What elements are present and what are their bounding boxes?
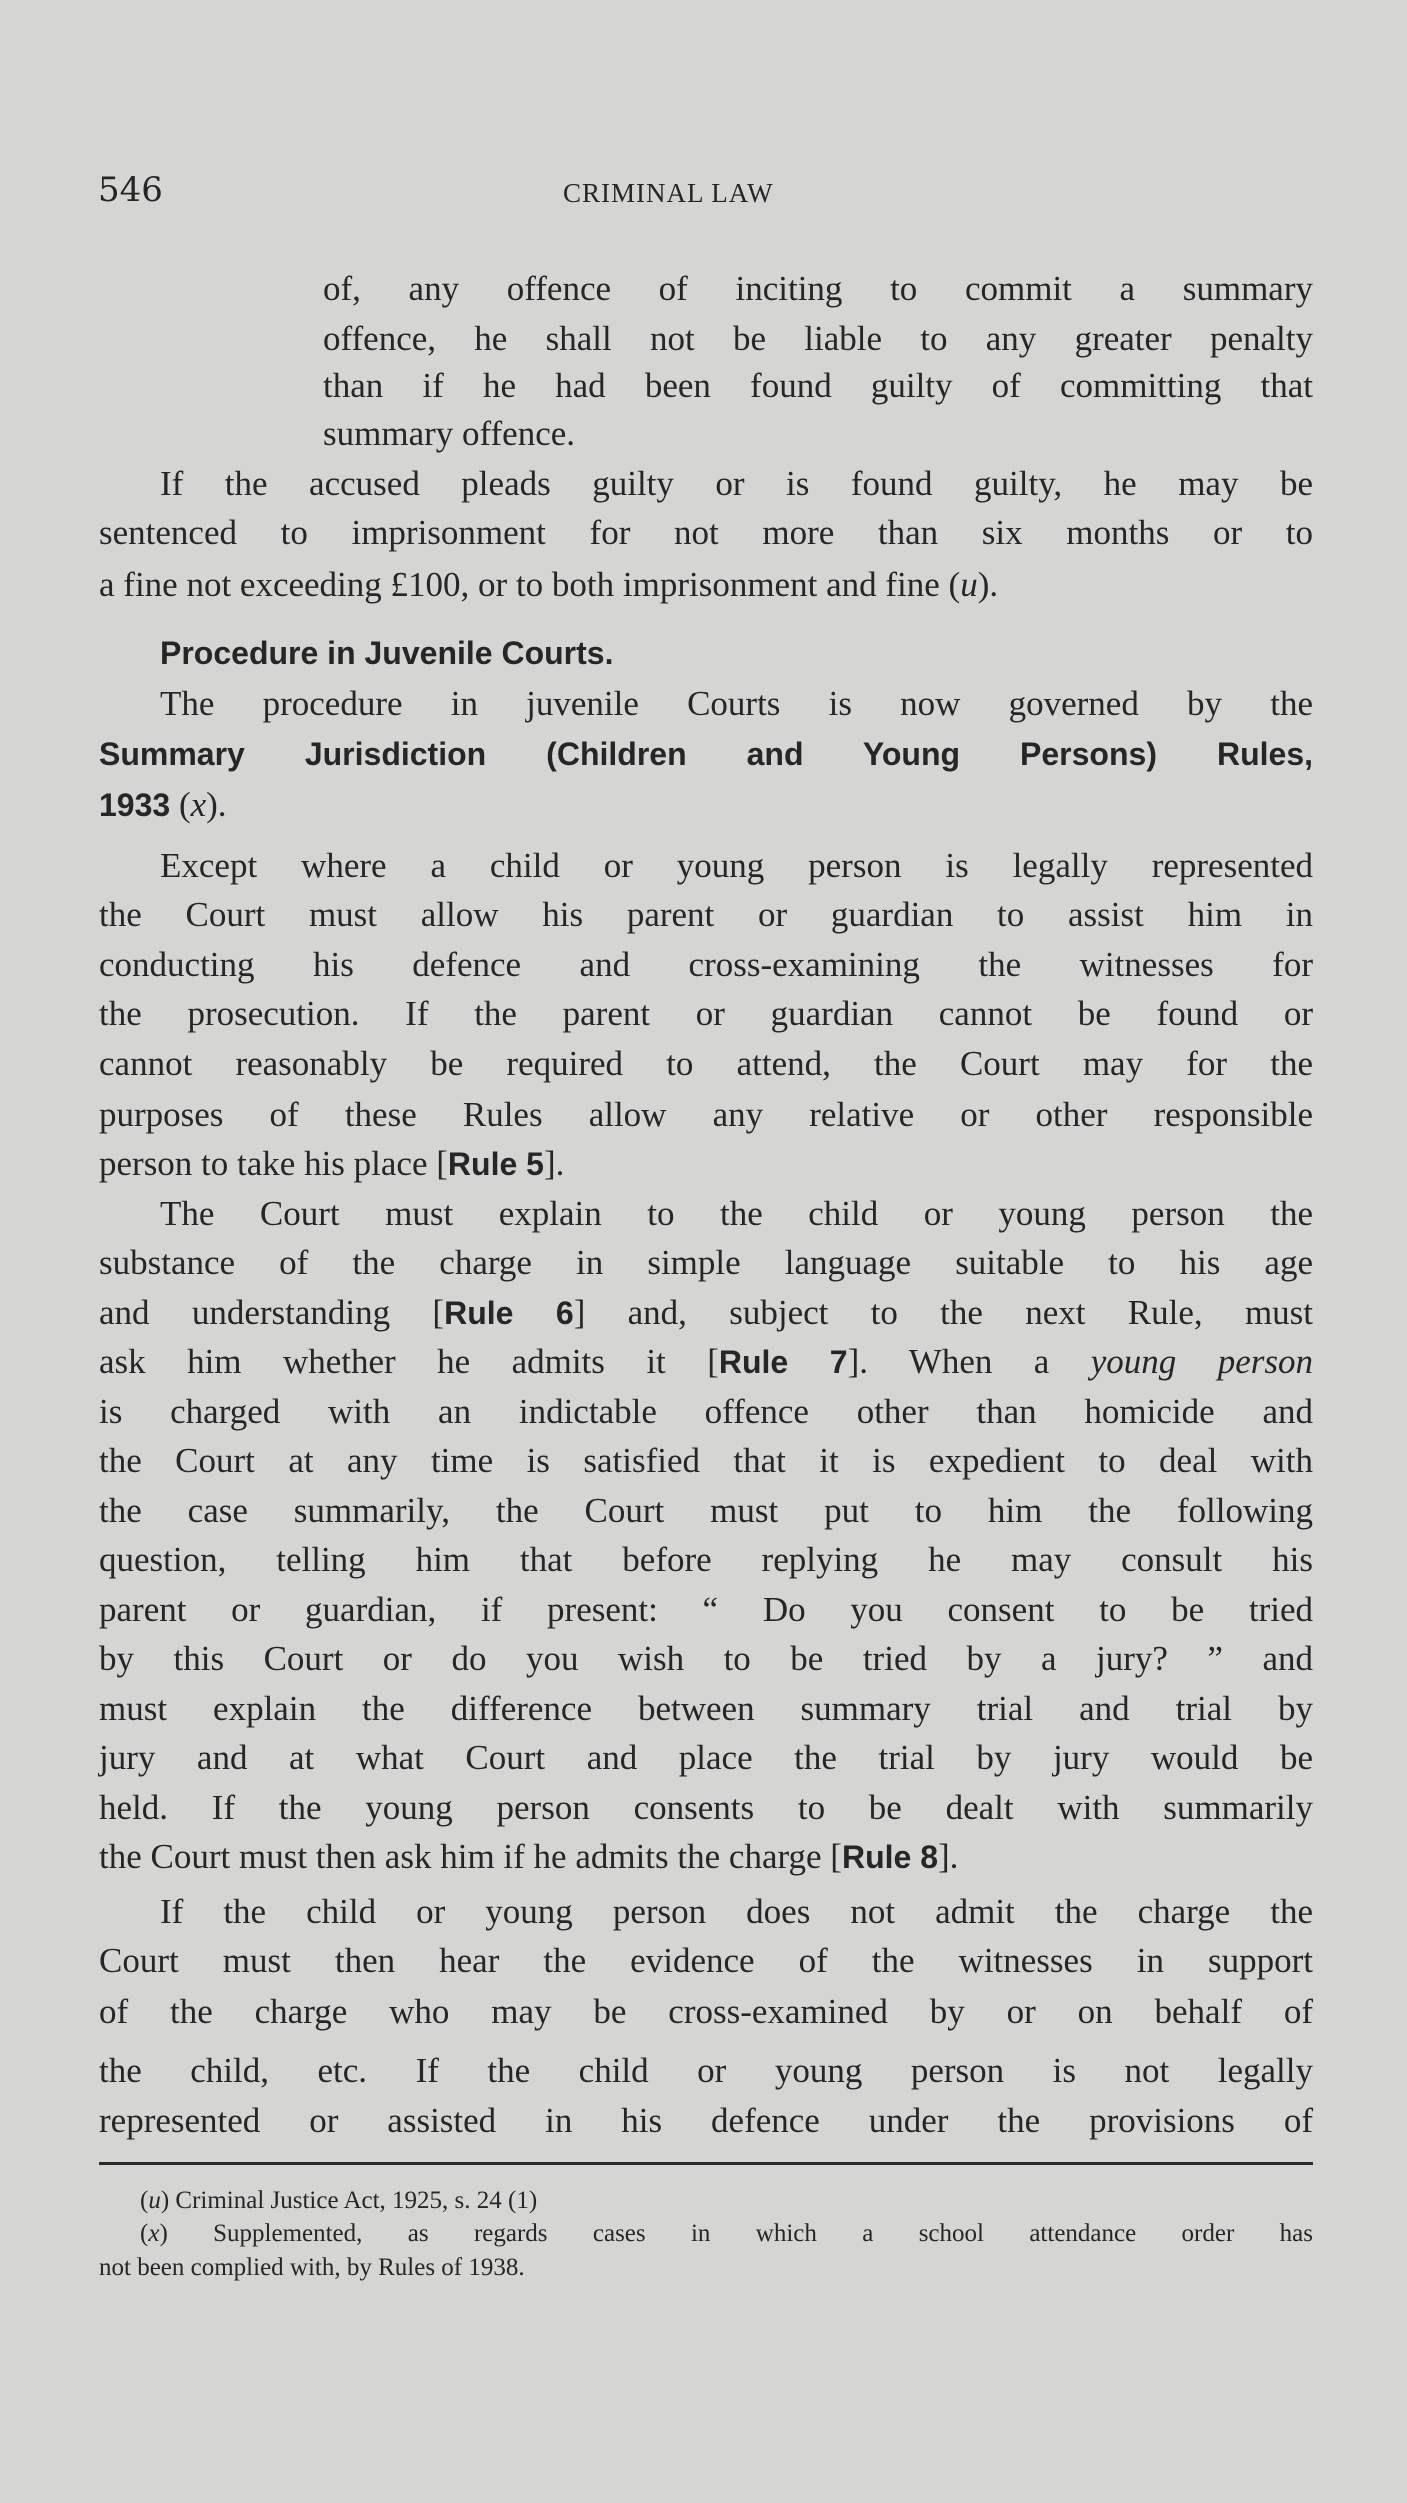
- text-run: cannot reasonably be required to attend, the Court may for the: [99, 1043, 1313, 1083]
- text-run: person to take his place [: [99, 1144, 448, 1184]
- body-line: [160, 1887, 1313, 1937]
- text-run: a fine not exceeding £100, or to both imprisonment and fine (: [99, 564, 961, 604]
- body-line: [99, 1783, 1313, 1833]
- page-number: 546: [98, 170, 163, 210]
- body-line: [99, 1039, 1313, 1089]
- text-run: the Court at any time is satisfied that it is expedient to deal with: [99, 1441, 1313, 1481]
- body-line: [99, 560, 1313, 610]
- text-run: ) Supplemented, as regards cases in which a school attendance order has: [159, 2220, 1313, 2247]
- body-line: [323, 361, 1313, 411]
- footnote-line: [140, 2185, 1313, 2217]
- body-line: [99, 1936, 1313, 1986]
- text-run: ].: [543, 1144, 565, 1184]
- text-run: of the charge who may be cross-examined by or on behalf of: [99, 1992, 1313, 2032]
- text-run: and understanding [: [99, 1292, 445, 1332]
- text-run: of, any offence of inciting to commit a summary: [323, 269, 1313, 309]
- body-line: [160, 841, 1313, 891]
- text-run: Except where a child or young person is legally represented: [160, 845, 1313, 885]
- text-run: ] and, subject to the next Rule, must: [573, 1292, 1314, 1332]
- body-line: [99, 2096, 1313, 2146]
- bold-text: 1933: [99, 786, 171, 823]
- text-run: ask him whether he admits it [: [99, 1342, 719, 1382]
- text-run: the Court must allow his parent or guardian to assist him in: [99, 895, 1313, 935]
- body-line: [99, 1139, 1313, 1189]
- body-line: [99, 1733, 1313, 1783]
- body-line: [99, 1337, 1313, 1387]
- body-line: [160, 1189, 1313, 1239]
- text-run: (: [140, 2187, 149, 2214]
- body-line: [99, 1436, 1313, 1486]
- body-line: [99, 1486, 1313, 1536]
- italic-text: x: [190, 784, 207, 824]
- bold-text: Rule 6: [444, 1294, 574, 1331]
- text-run: represented or assisted in his defence under the provisions of: [99, 2100, 1313, 2140]
- italic-text: u: [960, 564, 978, 604]
- body-line: [323, 314, 1313, 364]
- body-line: [99, 989, 1313, 1039]
- body-line: [160, 628, 1313, 678]
- text-run: If the child or young person does not admit the charge the: [160, 1891, 1313, 1931]
- body-line: [99, 940, 1313, 990]
- text-run: The Court must explain to the child or young person the: [160, 1193, 1313, 1233]
- text-run: ].: [937, 1837, 959, 1877]
- text-run: the prosecution. If the parent or guardian cannot be found or: [99, 994, 1313, 1034]
- body-line: [323, 264, 1313, 314]
- body-line: [323, 409, 1313, 459]
- body-line: [99, 508, 1313, 558]
- text-run: held. If the young person consents to be dealt with summarily: [99, 1787, 1313, 1827]
- footnote-line: [140, 2218, 1313, 2250]
- text-run: by this Court or do you wish to be tried by a jury? ” and: [99, 1639, 1313, 1679]
- italic-text: x: [148, 2220, 160, 2247]
- body-line: [160, 679, 1313, 729]
- body-line: [99, 1238, 1313, 1288]
- body-line: [99, 1585, 1313, 1635]
- body-line: [99, 1832, 1313, 1882]
- text-run: the Court must then ask him if he admits the charge [: [99, 1837, 842, 1877]
- text-run: ]. When a: [847, 1342, 1091, 1382]
- text-run: ).: [206, 784, 227, 824]
- text-run: the case summarily, the Court must put to him the following: [99, 1490, 1313, 1530]
- body-line: [99, 1535, 1313, 1585]
- text-run: offence, he shall not be liable to any greater penalty: [323, 318, 1313, 358]
- bold-text: Rule 8: [841, 1839, 938, 1876]
- text-run: substance of the charge in simple language suitable to his age: [99, 1243, 1313, 1283]
- text-run: must explain the difference between summary trial and trial by: [99, 1688, 1313, 1728]
- text-run: The procedure in juvenile Courts is now governed by the: [160, 684, 1313, 724]
- text-run: jury and at what Court and place the trial by jury would be: [99, 1738, 1313, 1778]
- text-run: sentenced to imprisonment for not more than six months or to: [99, 513, 1313, 553]
- italic-text: young person: [1090, 1342, 1314, 1382]
- footnote-line: [99, 2252, 1313, 2284]
- body-line: [99, 1387, 1313, 1437]
- body-line: [99, 1090, 1313, 1140]
- footnote-divider: [99, 2162, 1313, 2165]
- text-run: the child, etc. If the child or young person is not legally: [99, 2051, 1313, 2091]
- text-run: purposes of these Rules allow any relative or other responsible: [99, 1094, 1313, 1134]
- text-run: ).: [977, 564, 999, 604]
- body-line: [99, 1634, 1313, 1684]
- body-line: [99, 780, 1313, 830]
- text-run: question, telling him that before replying he may consult his: [99, 1540, 1313, 1580]
- text-run: not been complied with, by Rules of 1938.: [99, 2254, 525, 2281]
- bold-text: Summary Jurisdiction (Children and Young Persons) Rules,: [99, 735, 1313, 772]
- text-run: conducting his defence and cross-examining the witnesses for: [99, 944, 1313, 984]
- text-run: summary offence.: [323, 414, 576, 454]
- text-run: Court must then hear the evidence of the witnesses in support: [99, 1941, 1313, 1981]
- text-run: (: [170, 784, 191, 824]
- bold-text: Procedure in Juvenile Courts.: [160, 635, 614, 672]
- body-line: [99, 890, 1313, 940]
- body-line: [99, 1684, 1313, 1734]
- italic-text: u: [148, 2187, 161, 2214]
- body-line: [99, 1987, 1313, 2037]
- bold-text: Rule 5: [447, 1146, 544, 1183]
- text-run: than if he had been found guilty of committing that: [323, 366, 1313, 406]
- body-line: [99, 1288, 1313, 1338]
- text-run: ) Criminal Justice Act, 1925, s. 24 (1): [160, 2187, 538, 2214]
- text-run: parent or guardian, if present: “ Do you consent to be tried: [99, 1589, 1313, 1629]
- running-head: CRIMINAL LAW: [563, 178, 774, 208]
- body-line: [99, 729, 1313, 779]
- body-line: [99, 2046, 1313, 2096]
- text-run: is charged with an indictable offence other than homicide and: [99, 1391, 1313, 1431]
- text-run: If the accused pleads guilty or is found guilty, he may be: [160, 463, 1313, 503]
- body-line: [160, 459, 1313, 509]
- text-run: (: [140, 2220, 149, 2247]
- bold-text: Rule 7: [718, 1344, 848, 1381]
